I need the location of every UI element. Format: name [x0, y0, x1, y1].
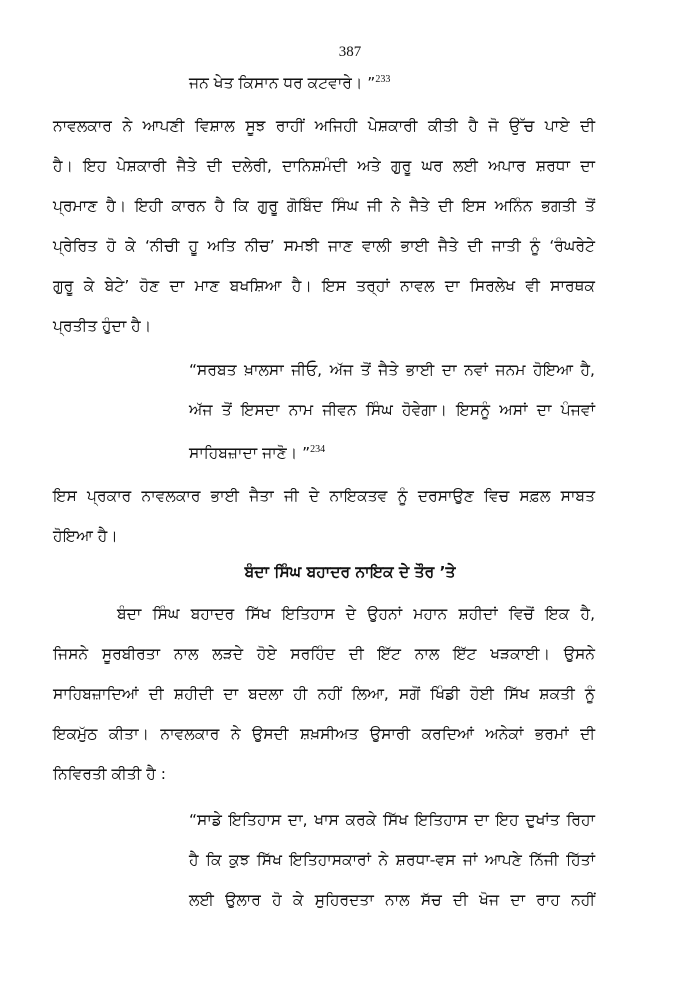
quote-line: ਅੱਜ ਤੋਂ ਇਸਦਾ ਨਾਮ ਜੀਵਨ ਸਿੰਘ ਹੋਵੇਗਾ। ਇਸਨੂੰ ਅਸਾਂ ਦਾ ਪੰਜਵਾਂ: [189, 401, 595, 419]
quote-line: [189, 440, 325, 463]
paragraph-line: ਪ੍ਰਤੀਤ ਹੁੰਦਾ ਹੈ।: [53, 317, 152, 335]
quote-text: ਸਾਹਿਬਜ਼ਾਦਾ ਜਾਣੋ। ”: [189, 444, 311, 462]
quote-line: “ਸਾਡੇ ਇਤਿਹਾਸ ਦਾ, ਖਾਸ ਕਰਕੇ ਸਿੱਖ ਇਤਿਹਾਸ ਦਾ ਇਹ ਦੁਖਾਂਤ ਰਿਹਾ: [189, 811, 595, 829]
paragraph-line: ਬੰਦਾ ਸਿੰਘ ਬਹਾਦਰ ਸਿੱਖ ਇਤਿਹਾਸ ਦੇ ਉਹਨਾਂ ਮਹਾਨ ਸ਼ਹੀਦਾਂ ਵਿਚੋਂ ਇਕ ਹੈ,: [117, 605, 595, 623]
paragraph-line: ਪ੍ਰਮਾਣ ਹੈ। ਇਹੀ ਕਾਰਨ ਹੈ ਕਿ ਗੁਰੂ ਗੋਬਿੰਦ ਸਿੰਘ ਜੀ ਨੇ ਜੈਤੇ ਦੀ ਇਸ ਅਨਿੰਨ ਭਗਤੀ ਤੋਂ: [53, 197, 595, 215]
paragraph-line: ਹੋਇਆ ਹੈ।: [53, 527, 118, 545]
quote-line: “ਸਰਬਤ ਖ਼ਾਲਸਾ ਜੀਓ, ਅੱਜ ਤੋਂ ਜੈਤੇ ਭਾਈ ਦਾ ਨਵਾਂ ਜਨਮ ਹੋਇਆ ਹੈ,: [189, 361, 595, 379]
paragraph-line: ਸਾਹਿਬਜ਼ਾਦਿਆਂ ਦੀ ਸ਼ਹੀਦੀ ਦਾ ਬਦਲਾ ਹੀ ਨਹੀਂ ਲਿਆ, ਸਗੋਂ ਖਿੰਡੀ ਹੋਈ ਸਿੱਖ ਸ਼ਕਤੀ ਨੂੰ: [53, 685, 595, 703]
paragraph-line: ਹੈ। ਇਹ ਪੇਸ਼ਕਾਰੀ ਜੈਤੇ ਦੀ ਦਲੇਰੀ, ਦਾਨਿਸ਼ਮੰਦੀ ਅਤੇ ਗੁਰੂ ਘਰ ਲਈ ਅਪਾਰ ਸ਼ਰਧਾ ਦਾ: [53, 157, 595, 175]
section-heading: ਬੰਦਾ ਸਿੰਘ ਬਹਾਦਰ ਨਾਇਕ ਦੇ ਤੌਰ ’ਤੇ: [244, 563, 456, 581]
quote-text: ਜਨ ਖੇਤ ਕਿਸਾਨ ਧਰ ਕਟਵਾਰੇ। ”: [189, 74, 376, 92]
paragraph-line: ਇਸ ਪ੍ਰਕਾਰ ਨਾਵਲਕਾਰ ਭਾਈ ਜੈਤਾ ਜੀ ਦੇ ਨਾਇਕਤਵ ਨੂੰ ਦਰਸਾਉਣ ਵਿਚ ਸਫ਼ਲ ਸਾਬਤ: [53, 487, 595, 505]
paragraph-line: ਜਿਸਨੇ ਸੂਰਬੀਰਤਾ ਨਾਲ ਲੜਦੇ ਹੋਏ ਸਰਹਿੰਦ ਦੀ ਇੱਟ ਨਾਲ ਇੱਟ ਖੜਕਾਈ। ਉਸਨੇ: [53, 645, 595, 663]
paragraph-line: ਇਕਮੁੱਠ ਕੀਤਾ। ਨਾਵਲਕਾਰ ਨੇ ਉਸਦੀ ਸ਼ਖ਼ਸੀਅਤ ਉਸਾਰੀ ਕਰਦਿਆਂ ਅਨੇਕਾਂ ਭਰਮਾਂ ਦੀ: [53, 725, 595, 743]
paragraph-line: ਗੁਰੂ ਕੇ ਬੇਟੇ’ ਹੋਣ ਦਾ ਮਾਣ ਬਖਸ਼ਿਆ ਹੈ। ਇਸ ਤਰ੍ਹਾਂ ਨਾਵਲ ਦਾ ਸਿਰਲੇਖ ਵੀ ਸਾਰਥਕ: [53, 277, 595, 295]
quote-line: ਹੈ ਕਿ ਕੁਝ ਸਿੱਖ ਇਤਿਹਾਸਕਾਰਾਂ ਨੇ ਸ਼ਰਧਾ-ਵਸ ਜਾਂ ਆਪਣੇ ਨਿੱਜੀ ਹਿੱਤਾਂ: [189, 851, 595, 869]
footnote-ref: 234: [310, 444, 326, 455]
paragraph-line: ਨਾਵਲਕਾਰ ਨੇ ਆਪਣੀ ਵਿਸ਼ਾਲ ਸੂਝ ਰਾਹੀਂ ਅਜਿਹੀ ਪੇਸ਼ਕਾਰੀ ਕੀਤੀ ਹੈ ਜੋ ਉੱਚ ਪਾਏ ਦੀ: [53, 117, 595, 135]
page-number: 387: [338, 44, 362, 60]
quote-line: ਲਈ ਉਲਾਰ ਹੋ ਕੇ ਸੁਹਿਰਦਤਾ ਨਾਲ ਸੱਚ ਦੀ ਖੋਜ ਦਾ ਰਾਹ ਨਹੀਂ: [189, 891, 595, 909]
footnote-ref: 233: [375, 74, 391, 85]
paragraph-line: ਪ੍ਰੇਰਿਤ ਹੋ ਕੇ ‘ਨੀਚੀ ਹੂ ਅਤਿ ਨੀਚ’ ਸਮਝੀ ਜਾਣ ਵਾਲੀ ਭਾਈ ਜੈਤੇ ਦੀ ਜਾਤੀ ਨੂੰ ‘ਰੰਘਰੇਟੇ: [53, 237, 595, 255]
paragraph-line: ਨਿਵਿਰਤੀ ਕੀਤੀ ਹੈ :: [53, 765, 166, 783]
top-quote-line: [189, 70, 390, 93]
